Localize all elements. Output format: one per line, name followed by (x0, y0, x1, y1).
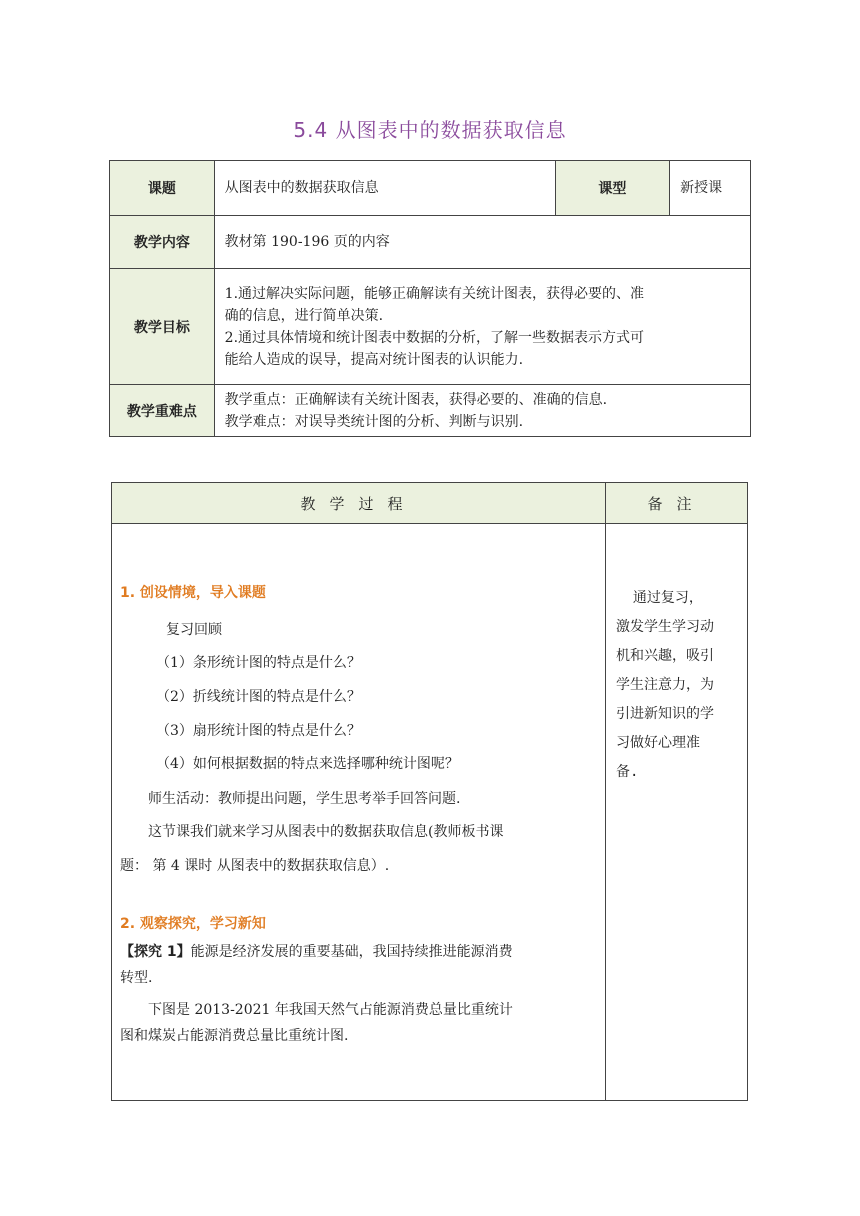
intro-line-2: 题： 第 4 课时 从图表中的数据获取信息）. (120, 858, 390, 874)
topic-value: 从图表中的数据获取信息 (214, 161, 555, 216)
explore-1-text: 能源是经济发展的重要基础，我国持续推进能源消费 (190, 944, 513, 960)
note-line: 备. (616, 764, 639, 780)
goal-line: 确的信息，进行简单决策. (224, 307, 384, 324)
type-value: 新授课 (670, 161, 751, 216)
goals-value (214, 269, 750, 385)
goal-line: 1.通过解决实际问题，能够正确解读有关统计图表，获得必要的、准 (224, 285, 645, 302)
note-line: 激发学生学习动 (616, 619, 714, 635)
content-label: 教学内容 (110, 216, 215, 269)
page-title: 5.4 从图表中的数据获取信息 (293, 118, 567, 142)
question-item: （4）如何根据数据的特点来选择哪种统计图呢？ (156, 756, 459, 772)
lesson-info-table (109, 160, 751, 437)
note-body (606, 524, 748, 1101)
question-item: （2）折线统计图的特点是什么？ (156, 689, 361, 705)
topic-label: 课题 (110, 161, 215, 216)
explore-1-line-2: 转型. (120, 970, 153, 986)
note-line: 通过复习， (616, 590, 703, 606)
note-line: 引进新知识的学 (616, 706, 714, 722)
process-header: 教学过程 (112, 483, 606, 524)
intro-line-1: 这节课我们就来学习从图表中的数据获取信息(教师板书课 (148, 824, 504, 840)
teaching-process-table (111, 482, 748, 1101)
question-item: （1）条形统计图的特点是什么？ (156, 655, 361, 671)
key-value (214, 385, 750, 437)
note-line: 学生注意力，为 (616, 677, 714, 693)
goals-label: 教学目标 (110, 269, 215, 385)
note-line: 习做好心理准 (616, 735, 700, 751)
explore-1-line-1 (120, 941, 513, 961)
goal-line: 2.通过具体情境和统计图表中数据的分析，了解一些数据表示方式可 (224, 329, 645, 346)
goal-line: 能给人造成的误导，提高对统计图表的认识能力. (224, 351, 524, 368)
note-header: 备注 (606, 483, 748, 524)
content-value: 教材第 190-196 页的内容 (214, 216, 750, 269)
explore-tag: 【探究 1】 (120, 944, 191, 960)
section-1-heading: 1. 创设情境，导入课题 (120, 585, 266, 601)
process-body (112, 524, 606, 1101)
question-item: （3）扇形统计图的特点是什么？ (156, 723, 361, 739)
explore-2-line-2: 图和煤炭占能源消费总量比重统计图. (120, 1028, 349, 1044)
section-2-heading: 2. 观察探究，学习新知 (120, 916, 266, 932)
note-line: 机和兴趣，吸引 (616, 648, 714, 664)
review-text: 复习回顾 (166, 622, 222, 638)
key-label: 教学重难点 (110, 385, 215, 437)
type-label: 课型 (555, 161, 670, 216)
key-line: 教学难点：对误导类统计图的分析、判断与识别. (224, 413, 524, 430)
explore-2-line-1: 下图是 2013-2021 年我国天然气占能源消费总量比重统计 (148, 1002, 513, 1018)
key-line: 教学重点：正确解读有关统计图表，获得必要的、准确的信息. (224, 391, 608, 408)
activity-text: 师生活动：教师提出问题，学生思考举手回答问题. (148, 791, 461, 807)
note-text (616, 584, 739, 787)
